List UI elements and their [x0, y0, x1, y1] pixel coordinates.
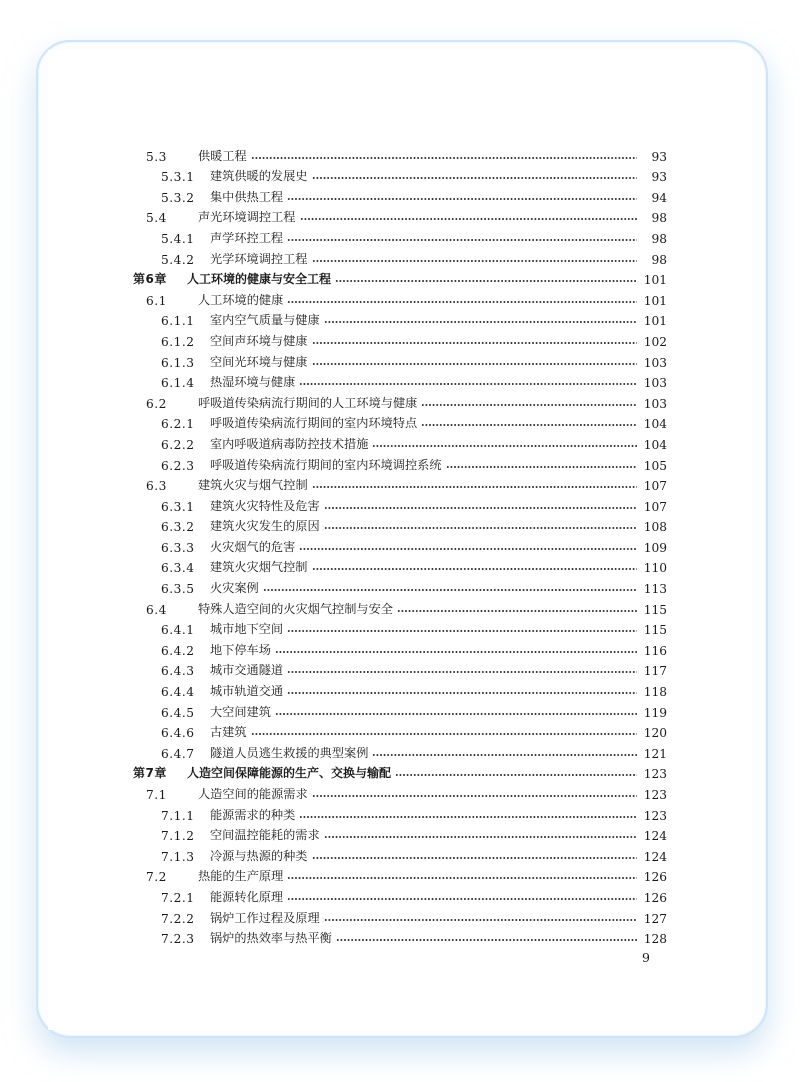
- dot-leader: [275, 713, 637, 715]
- dot-leader: [299, 548, 637, 550]
- toc-entry-title: 人造空间的能源需求: [198, 787, 308, 801]
- dot-leader: [287, 239, 637, 241]
- toc-entry[interactable]: [133, 205, 667, 226]
- dot-leader: [312, 568, 638, 570]
- toc-entry[interactable]: [133, 473, 667, 494]
- toc-entry-title: 能源转化原理: [210, 889, 284, 904]
- toc-entry-title: 冷源与热源的种类: [210, 848, 308, 863]
- toc-entry-page: 103: [643, 355, 667, 370]
- dot-leader: [312, 795, 637, 797]
- toc-entry-number: 6.1.1: [161, 314, 195, 329]
- toc-entry-title: 人工环境的健康: [198, 292, 284, 307]
- toc-entry[interactable]: [133, 514, 667, 535]
- toc-entry[interactable]: [133, 617, 667, 638]
- toc-entry-title: 声光环境调控工程: [198, 210, 296, 225]
- dot-leader: [395, 774, 637, 776]
- dot-leader: [324, 919, 637, 921]
- toc-entry-page: 120: [643, 726, 667, 741]
- toc-entry-title: 室内空气质量与健康: [210, 313, 320, 328]
- toc-entry-page: 126: [643, 890, 667, 905]
- toc-entry[interactable]: [133, 452, 667, 473]
- dot-leader: [299, 816, 637, 818]
- toc-entry-title: 供暖工程: [198, 148, 247, 163]
- toc-entry[interactable]: [133, 534, 667, 555]
- toc-entry-page: 119: [643, 705, 667, 720]
- toc-entry-number: 6.3.4: [161, 561, 195, 576]
- toc-entry-page: 113: [643, 582, 667, 597]
- toc-entry-title: 光学环境调控工程: [210, 251, 308, 266]
- toc-entry-number: 6.3.1: [161, 499, 195, 514]
- toc-entry-number: 6.4.5: [161, 705, 195, 720]
- dot-leader: [299, 383, 637, 385]
- dot-leader: [300, 218, 638, 220]
- toc-entry-title: 建筑火灾发生的原因: [210, 519, 320, 534]
- toc-entry-title: 空间声环境与健康: [210, 333, 308, 348]
- dot-leader: [324, 321, 637, 323]
- dot-leader: [312, 342, 638, 344]
- toc-entry-title: 空间光环境与健康: [210, 354, 308, 369]
- toc-entry[interactable]: [133, 143, 667, 164]
- dot-leader: [251, 733, 637, 735]
- toc-entry-page: 98: [651, 211, 667, 226]
- toc-entry-number: 7.1: [146, 788, 167, 802]
- dot-leader: [287, 671, 637, 673]
- dot-leader: [421, 424, 637, 426]
- toc-entry-number: 6.3.2: [161, 520, 195, 535]
- toc-entry[interactable]: [133, 781, 667, 802]
- toc-entry-number: 6.2.1: [161, 417, 195, 432]
- toc-entry[interactable]: [133, 493, 667, 514]
- toc-entry[interactable]: [133, 308, 667, 329]
- toc-entry[interactable]: [133, 678, 667, 699]
- table-of-contents: [133, 143, 667, 946]
- toc-entry-title: 城市轨道交通: [210, 684, 284, 699]
- toc-entry[interactable]: [133, 740, 667, 761]
- toc-entry-title: 建筑供暖的发展史: [210, 169, 308, 184]
- toc-entry-number: 6.4.2: [161, 643, 195, 658]
- toc-entry-page: 94: [651, 190, 667, 205]
- toc-entry-title: 热能的生产原理: [198, 869, 284, 884]
- toc-entry[interactable]: [133, 184, 667, 205]
- toc-entry-page: 109: [643, 540, 667, 555]
- toc-entry-page: 116: [643, 643, 667, 658]
- toc-entry[interactable]: [133, 164, 667, 185]
- toc-entry-page: 126: [643, 870, 667, 885]
- toc-entry-page: 101: [643, 293, 667, 308]
- toc-entry-page: 105: [643, 458, 667, 473]
- toc-entry[interactable]: [133, 823, 667, 844]
- toc-entry-title: 人造空间保障能源的生产、交换与输配: [187, 766, 392, 781]
- toc-entry[interactable]: [133, 328, 667, 349]
- toc-entry-title: 城市地下空间: [210, 622, 284, 637]
- toc-entry-page: 128: [643, 932, 667, 947]
- dot-leader: [312, 177, 638, 179]
- toc-entry-title: 能源需求的种类: [210, 807, 296, 822]
- dot-leader: [335, 280, 637, 282]
- toc-entry-number: 6.2: [146, 396, 167, 411]
- toc-entry-number: 第6章: [133, 272, 167, 287]
- toc-entry-page: 127: [643, 911, 667, 926]
- toc-entry-number: 6.1.3: [161, 355, 195, 370]
- toc-entry-number: 5.4: [146, 211, 167, 226]
- dot-leader: [287, 630, 637, 632]
- toc-entry-number: 6.3.5: [161, 582, 195, 597]
- toc-entry-number: 7.1.3: [161, 849, 195, 864]
- toc-entry-page: 110: [643, 561, 667, 576]
- toc-entry-page: 98: [651, 231, 667, 246]
- toc-entry-number: 6.1.2: [161, 334, 195, 349]
- toc-entry-page: 115: [643, 602, 667, 617]
- toc-entry-title: 呼吸道传染病流行期间的室内环境调控系统: [210, 457, 442, 472]
- dot-leader: [312, 857, 638, 859]
- toc-entry[interactable]: [133, 596, 667, 617]
- dot-leader: [372, 754, 637, 756]
- toc-entry-title: 呼吸道传染病流行期间的人工环境与健康: [198, 395, 418, 410]
- toc-entry-page: 101: [643, 273, 667, 288]
- dot-leader: [324, 836, 637, 838]
- toc-entry-title: 建筑火灾烟气控制: [210, 560, 308, 575]
- toc-entry-title: 城市交通隧道: [210, 663, 284, 678]
- toc-entry[interactable]: [133, 720, 667, 741]
- toc-entry-page: 121: [643, 746, 667, 761]
- toc-entry-title: 空间温控能耗的需求: [210, 828, 320, 843]
- toc-entry[interactable]: [133, 926, 667, 947]
- toc-entry-number: 5.4.2: [161, 252, 195, 267]
- dot-leader: [287, 692, 637, 694]
- toc-entry-title: 地下停车场: [210, 642, 271, 657]
- toc-entry[interactable]: [133, 658, 667, 679]
- toc-entry-number: 第7章: [133, 766, 167, 781]
- toc-entry-page: 107: [643, 479, 667, 494]
- toc-chapter-entry[interactable]: [133, 267, 667, 288]
- toc-entry-number: 6.3: [146, 479, 167, 494]
- toc-entry-page: 118: [643, 685, 667, 700]
- dot-leader: [251, 157, 637, 159]
- toc-entry-number: 5.4.1: [161, 231, 195, 246]
- toc-entry[interactable]: [133, 843, 667, 864]
- toc-entry-title: 呼吸道传染病流行期间的室内环境特点: [210, 416, 418, 431]
- toc-entry-page: 104: [643, 417, 667, 432]
- toc-entry-number: 7.2.3: [161, 932, 195, 947]
- dot-leader: [287, 301, 637, 303]
- toc-entry[interactable]: [133, 637, 667, 658]
- toc-entry-title: 建筑火灾特性及危害: [210, 498, 320, 513]
- toc-entry[interactable]: [133, 699, 667, 720]
- dot-leader: [263, 589, 637, 591]
- toc-entry-number: 7.1.1: [161, 808, 195, 823]
- toc-entry[interactable]: [133, 349, 667, 370]
- toc-entry-title: 室内呼吸道病毒防控技术措施: [210, 436, 369, 451]
- toc-entry-page: 93: [651, 149, 667, 164]
- dot-leader: [312, 486, 637, 488]
- dot-leader: [446, 466, 637, 468]
- page-number: 9: [642, 950, 650, 965]
- toc-entry[interactable]: [133, 246, 667, 267]
- toc-entry-page: 115: [643, 623, 667, 638]
- toc-entry[interactable]: [133, 555, 667, 576]
- toc-entry-page: 123: [643, 808, 667, 823]
- toc-entry-number: 7.2.2: [161, 911, 195, 926]
- toc-entry-title: 锅炉工作过程及原理: [210, 910, 320, 925]
- toc-entry[interactable]: [133, 575, 667, 596]
- toc-entry-page: 102: [643, 334, 667, 349]
- toc-entry-number: 6.4.6: [161, 726, 195, 741]
- dot-leader: [287, 877, 637, 879]
- toc-entry[interactable]: [133, 864, 667, 885]
- toc-entry-number: 6.2.3: [161, 458, 195, 473]
- dot-leader: [287, 898, 637, 900]
- toc-entry-page: 93: [651, 170, 667, 185]
- toc-entry-page: 108: [643, 520, 667, 535]
- toc-entry-number: 6.1.4: [161, 376, 195, 391]
- toc-entry-title: 特殊人造空间的火灾烟气控制与安全: [198, 601, 393, 616]
- toc-entry[interactable]: [133, 884, 667, 905]
- toc-entry-page: 123: [643, 788, 667, 802]
- toc-entry[interactable]: [133, 370, 667, 391]
- toc-entry-number: 6.4.1: [161, 623, 195, 638]
- toc-entry[interactable]: [133, 225, 667, 246]
- dot-leader: [312, 260, 638, 262]
- toc-entry-title: 大空间建筑: [210, 704, 271, 719]
- toc-entry-page: 107: [643, 499, 667, 514]
- toc-entry-title: 锅炉的热效率与热平衡: [210, 931, 332, 946]
- toc-entry-title: 古建筑: [210, 725, 247, 740]
- dot-leader: [312, 363, 638, 365]
- toc-entry-title: 集中供热工程: [210, 189, 284, 204]
- toc-entry-page: 103: [643, 376, 667, 391]
- toc-entry-title: 人工环境的健康与安全工程: [187, 272, 332, 287]
- toc-entry-number: 6.2.2: [161, 437, 195, 452]
- toc-entry-number: 5.3.2: [161, 190, 195, 205]
- dot-leader: [421, 404, 637, 406]
- toc-entry-number: 7.2: [146, 870, 167, 885]
- toc-entry-page: 98: [651, 252, 667, 267]
- toc-entry-page: 123: [643, 767, 667, 782]
- dot-leader: [275, 651, 637, 653]
- dot-leader: [397, 610, 637, 612]
- toc-entry-title: 火灾案例: [210, 581, 259, 596]
- toc-entry[interactable]: [133, 802, 667, 823]
- toc-entry-title: 声学环控工程: [210, 230, 284, 245]
- dot-leader: [324, 507, 637, 509]
- toc-entry-page: 104: [643, 437, 667, 452]
- toc-entry-number: 6.4.3: [161, 664, 195, 679]
- dot-leader: [372, 445, 637, 447]
- toc-entry-number: 6.4: [146, 602, 167, 617]
- toc-entry-number: 6.3.3: [161, 540, 195, 555]
- toc-entry-number: 5.3.1: [161, 170, 195, 185]
- toc-entry-page: 117: [643, 664, 667, 679]
- toc-entry-number: 5.3: [146, 149, 167, 164]
- toc-entry-page: 124: [643, 829, 667, 844]
- toc-entry-title: 热湿环境与健康: [210, 375, 296, 390]
- toc-entry-page: 101: [643, 314, 667, 329]
- toc-entry-title: 建筑火灾与烟气控制: [198, 478, 308, 493]
- toc-entry-number: 6.4.4: [161, 685, 195, 700]
- toc-entry-number: 7.2.1: [161, 890, 195, 905]
- dot-leader: [336, 939, 637, 941]
- dot-leader: [287, 198, 637, 200]
- toc-entry-page: 103: [643, 396, 667, 411]
- toc-entry[interactable]: [133, 287, 667, 308]
- dot-leader: [324, 527, 637, 529]
- toc-entry-title: 火灾烟气的危害: [210, 539, 296, 554]
- toc-entry-page: 124: [643, 849, 667, 864]
- toc-entry[interactable]: [133, 905, 667, 926]
- toc-entry-number: 7.1.2: [161, 829, 195, 844]
- toc-entry-number: 6.1: [146, 293, 167, 308]
- toc-entry[interactable]: [133, 390, 667, 411]
- toc-entry-number: 6.4.7: [161, 746, 195, 761]
- toc-entry[interactable]: [133, 411, 667, 432]
- toc-entry[interactable]: [133, 431, 667, 452]
- toc-chapter-entry[interactable]: [133, 761, 667, 782]
- toc-entry-title: 隧道人员逃生救援的典型案例: [210, 745, 369, 760]
